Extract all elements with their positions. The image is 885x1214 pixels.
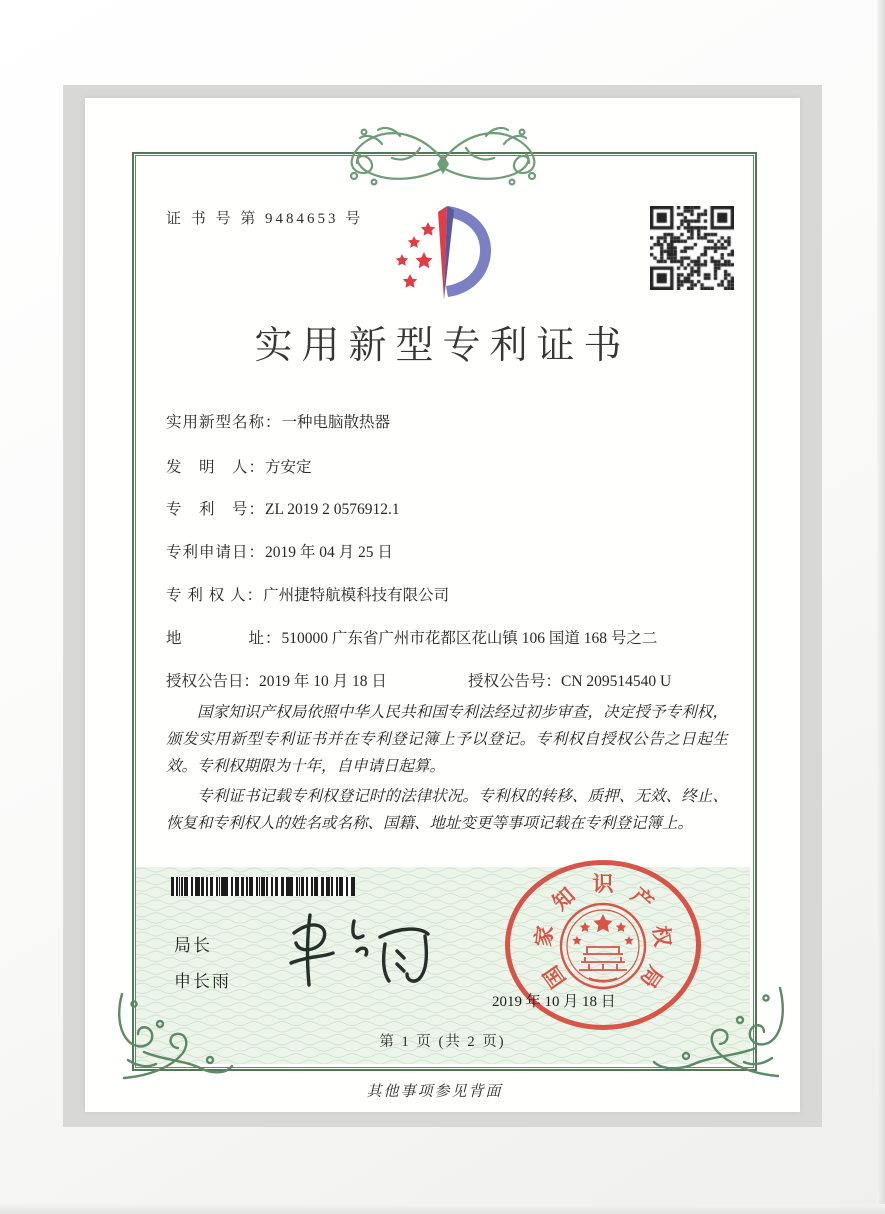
frame-bevel-bottom — [0, 1204, 885, 1214]
certificate-number: 证 书 号 第 9484653 号 — [166, 211, 364, 227]
cnipa-logo-icon — [388, 200, 496, 302]
grant-date-label: 授权公告日： — [166, 673, 260, 690]
field-value: 一种电脑散热器 — [281, 414, 391, 431]
grant-date-value: 2019 年 10 月 18 日 — [259, 673, 387, 690]
field-label: 地 址： — [166, 630, 282, 647]
field-label: 专利申请日： — [166, 544, 266, 561]
field-inventor — [166, 455, 312, 477]
page-indicator: 第 1 页 (共 2 页) — [379, 1034, 506, 1050]
field-value: 方安定 — [265, 459, 312, 476]
field-patentee — [166, 583, 449, 605]
field-label: 发 明 人： — [166, 459, 266, 476]
legal-text — [166, 699, 728, 840]
certificate-title: 实用新型专利证书 — [254, 325, 631, 367]
qr-code — [650, 206, 734, 290]
field-label: 专 利 权 人： — [166, 587, 264, 604]
field-value: 2019 年 04 月 25 日 — [265, 544, 393, 561]
field-value: 510000 广东省广州市花都区花山镇 106 国道 168 号之二 — [281, 630, 658, 647]
legal-paragraph-2: 专利证书记载专利权登记时的法律状况。专利权的转移、质押、无效、终止、恢复和专利权人的姓名或名称、国籍、地址变更等事项记载在专利登记簿上。 — [166, 788, 728, 832]
field-value: 广州捷特航模科技有限公司 — [263, 587, 450, 604]
signer-title: 局长 — [174, 936, 212, 955]
signer-name: 申长雨 — [174, 972, 231, 991]
field-filing-date — [166, 540, 393, 562]
signer-block — [174, 931, 231, 992]
back-side-note: 其他事项参见背面 — [366, 1084, 503, 1100]
field-label: 专 利 号： — [166, 501, 266, 518]
grant-number-label: 授权公告号： — [468, 673, 562, 690]
grant-date — [166, 669, 387, 691]
field-invention-name — [166, 410, 390, 432]
frame-bevel-right — [877, 0, 885, 1214]
seal-date: 2019 年 10 月 18 日 — [492, 994, 616, 1010]
field-value: ZL 2019 2 0576912.1 — [265, 501, 400, 518]
handwritten-signature-icon — [278, 905, 438, 993]
field-address — [166, 626, 657, 648]
national-emblem-icon — [557, 900, 649, 992]
legal-paragraph-1: 国家知识产权局依照中华人民共和国专利法经过初步审查，决定授予专利权，颁发实用新型专利证书并在专利登记簿上予以登记。专利权自授权公告之日起生效。专利权期限为十年，自申请日起算。 — [166, 704, 728, 775]
grant-number — [468, 669, 671, 691]
field-label: 实用新型名称： — [166, 414, 282, 431]
field-patent-number — [166, 497, 400, 519]
official-seal: 国 家 知 识 产 权 局 — [505, 860, 701, 1030]
barcode — [171, 877, 355, 896]
grant-number-value: CN 209514540 U — [561, 673, 672, 690]
